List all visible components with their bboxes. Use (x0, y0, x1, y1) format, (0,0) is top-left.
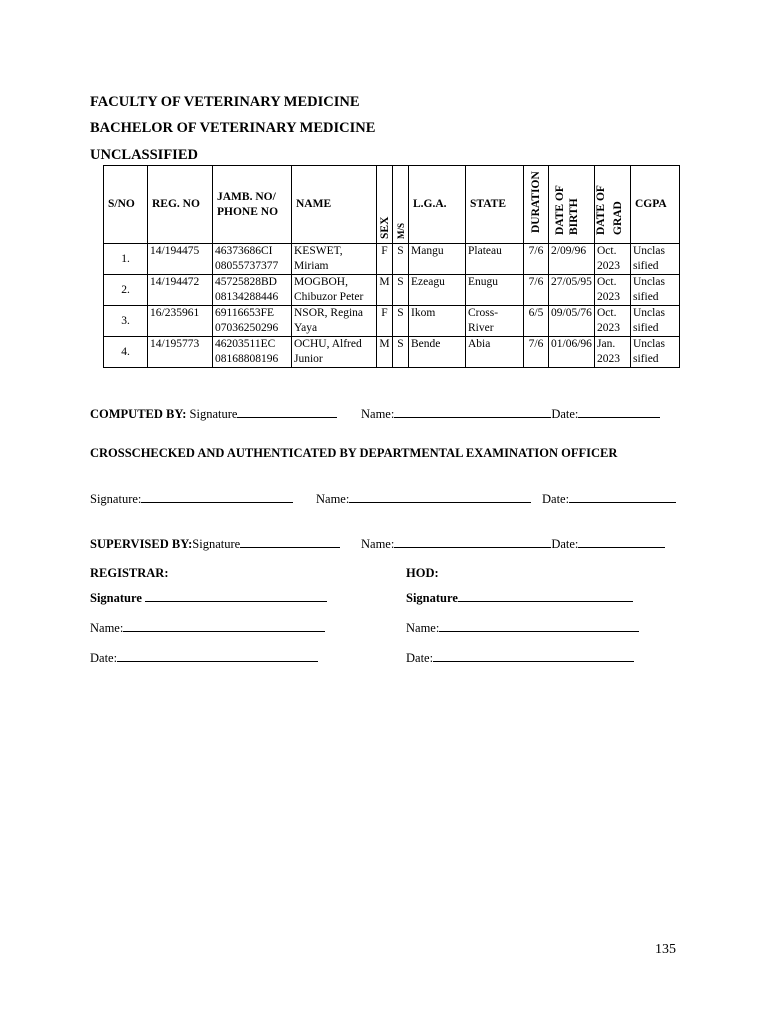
crosschecked-date-line (542, 491, 676, 507)
crosschecked-date-label: Date: (542, 492, 570, 506)
cell-grad-line2: 2023 (597, 353, 620, 365)
cell-duration: 6/5 (524, 306, 549, 337)
cell-cgpa-line1: Unclas (633, 276, 665, 288)
cell-cgpa-line2: sified (633, 260, 659, 272)
col-date-of-birth (549, 166, 595, 244)
cell-name-line1: OCHU, Alfred (294, 338, 362, 350)
cell-grad-line1: Oct. (597, 245, 617, 257)
col-duration-label: DURATION (530, 171, 542, 233)
hod-date-line (406, 650, 634, 666)
crosschecked-name-label: Name: (316, 492, 350, 506)
cell-lga: Ezeagu (409, 275, 466, 306)
cell-dob: 27/05/95 (549, 275, 595, 306)
computed-name-line (361, 406, 660, 422)
cell-grad (595, 275, 631, 306)
hod-name-line (406, 620, 639, 636)
hod-label: HOD: (406, 566, 439, 580)
cell-ms: S (393, 306, 409, 337)
col-jamb-phone (213, 166, 292, 244)
page-number: 135 (655, 942, 676, 957)
registrar-date-line (90, 650, 318, 666)
cell-state-line1: Cross- (468, 307, 499, 319)
table-row (104, 244, 680, 275)
crosschecked-name-field[interactable] (349, 491, 531, 503)
registrar-name-line (90, 620, 325, 636)
crosschecked-signature-line (90, 491, 293, 507)
registrar-name-field[interactable] (123, 620, 325, 632)
table-header-row (104, 166, 680, 244)
col-grad-line1: DATE OF (594, 185, 607, 235)
computed-name-label: Name: (361, 407, 395, 421)
cell-jamb: 69116653FE (215, 307, 274, 319)
cell-jamb-phone (213, 275, 292, 306)
cell-cgpa (631, 244, 680, 275)
col-cgpa: CGPA (631, 166, 680, 244)
cell-reg-no: 14/194475 (148, 244, 213, 275)
cell-name-line2: Chibuzor Peter (294, 291, 364, 303)
cell-grad (595, 244, 631, 275)
cell-cgpa-line1: Unclas (633, 245, 665, 257)
degree-heading: BACHELOR OF VETERINARY MEDICINE (90, 120, 376, 136)
cell-jamb-phone (213, 337, 292, 368)
cell-lga: Ikom (409, 306, 466, 337)
cell-state: Enugu (466, 275, 524, 306)
cell-grad (595, 337, 631, 368)
registrar-date-label: Date: (90, 651, 118, 665)
faculty-heading: FACULTY OF VETERINARY MEDICINE (90, 94, 360, 110)
cell-jamb: 45725828BD (215, 276, 277, 288)
cell-state: Abia (466, 337, 524, 368)
col-sex-label: SEX (378, 216, 391, 239)
cell-name-line1: KESWET, (294, 245, 343, 257)
cell-sex: M (377, 275, 393, 306)
cell-reg-no: 14/194472 (148, 275, 213, 306)
computed-name-field[interactable] (394, 406, 551, 418)
cell-jamb-phone (213, 244, 292, 275)
cell-ms: S (393, 337, 409, 368)
registrar-date-field[interactable] (117, 650, 318, 662)
hod-signature-line (406, 590, 633, 606)
cell-sex: F (377, 244, 393, 275)
cell-sno: 3. (104, 306, 148, 337)
cell-name (292, 306, 377, 337)
col-jamb-line1: JAMB. NO/ (217, 190, 276, 203)
cell-state (466, 306, 524, 337)
classification-heading: UNCLASSIFIED (90, 147, 198, 163)
col-date-of-grad (595, 166, 631, 244)
computed-date-label: Date: (551, 407, 579, 421)
col-grad-line2: GRAD (611, 201, 624, 235)
supervised-by-line (90, 536, 340, 552)
registrar-name-label: Name: (90, 621, 124, 635)
col-sex (377, 166, 393, 244)
cell-cgpa-line1: Unclas (633, 338, 665, 350)
cell-sno: 2. (104, 275, 148, 306)
col-marital-status (393, 166, 409, 244)
cell-name (292, 275, 377, 306)
cell-cgpa-line1: Unclas (633, 307, 665, 319)
cell-sex: F (377, 306, 393, 337)
cell-lga: Mangu (409, 244, 466, 275)
cell-cgpa-line2: sified (633, 322, 659, 334)
cell-grad-line2: 2023 (597, 291, 620, 303)
cell-phone: 08055737377 (215, 260, 279, 272)
table-row (104, 275, 680, 306)
cell-sno: 1. (104, 244, 148, 275)
hod-date-field[interactable] (433, 650, 634, 662)
cell-grad-line1: Oct. (597, 307, 617, 319)
col-jamb-line2: PHONE NO (217, 205, 279, 218)
cell-phone: 08134288446 (215, 291, 279, 303)
cell-jamb: 46203511EC (215, 338, 276, 350)
crosschecked-date-field[interactable] (569, 491, 676, 503)
cell-sno: 4. (104, 337, 148, 368)
cell-reg-no: 16/235961 (148, 306, 213, 337)
registrar-signature-line (90, 590, 327, 606)
cell-ms: S (393, 244, 409, 275)
col-name: NAME (292, 166, 377, 244)
supervised-by-label: SUPERVISED BY: (90, 537, 193, 551)
col-ms-label: M/S (395, 222, 406, 239)
cell-ms: S (393, 275, 409, 306)
supervised-signature-label: Signature (192, 537, 241, 551)
hod-signature-field[interactable] (458, 590, 633, 602)
col-duration (524, 166, 549, 244)
cell-cgpa (631, 337, 680, 368)
col-sno: S/NO (104, 166, 148, 244)
cell-state: Plateau (466, 244, 524, 275)
supervised-name-label: Name: (361, 537, 395, 551)
computed-by-line (90, 406, 337, 422)
supervised-name-field[interactable] (394, 536, 551, 548)
registrar-signature-field[interactable] (145, 590, 327, 602)
cell-duration: 7/6 (524, 337, 549, 368)
cell-lga: Bende (409, 337, 466, 368)
cell-sex: M (377, 337, 393, 368)
cell-grad (595, 306, 631, 337)
computed-signature-field[interactable] (237, 406, 337, 418)
cell-name-line1: MOGBOH, (294, 276, 348, 288)
computed-signature-label: Signature (189, 407, 238, 421)
cell-duration: 7/6 (524, 244, 549, 275)
cell-grad-line1: Jan. (597, 338, 616, 350)
col-state: STATE (466, 166, 524, 244)
col-dob-line1: DATE OF (553, 185, 566, 235)
table-row (104, 337, 680, 368)
col-dob-line2: BIRTH (567, 198, 580, 235)
cell-reg-no: 14/195773 (148, 337, 213, 368)
cell-dob: 2/09/96 (549, 244, 595, 275)
results-table (103, 165, 680, 368)
cell-phone: 08168808196 (215, 353, 279, 365)
cell-dob: 09/05/76 (549, 306, 595, 337)
registrar-signature-label: Signature (90, 591, 142, 605)
registrar-label: REGISTRAR: (90, 566, 169, 580)
col-reg-no: REG. NO (148, 166, 213, 244)
cell-dob: 01/06/96 (549, 337, 595, 368)
supervised-date-field[interactable] (578, 536, 665, 548)
hod-date-label: Date: (406, 651, 434, 665)
cell-name-line2: Junior (294, 353, 323, 365)
cell-duration: 7/6 (524, 275, 549, 306)
crosschecked-title: CROSSCHECKED AND AUTHENTICATED BY DEPARTMENTAL EXAMINATION OFFICER (90, 446, 618, 460)
computed-date-field[interactable] (578, 406, 660, 418)
cell-name (292, 244, 377, 275)
supervised-signature-field[interactable] (240, 536, 340, 548)
cell-grad-line2: 2023 (597, 322, 620, 334)
table-row (104, 306, 680, 337)
cell-state-line2: River (468, 322, 494, 334)
cell-name-line2: Yaya (294, 322, 318, 334)
cell-cgpa (631, 275, 680, 306)
hod-name-field[interactable] (439, 620, 639, 632)
crosschecked-signature-field[interactable] (141, 491, 293, 503)
crosschecked-signature-label: Signature: (90, 492, 142, 506)
cell-jamb-phone (213, 306, 292, 337)
supervised-name-line (361, 536, 665, 552)
cell-phone: 07036250296 (215, 322, 279, 334)
supervised-date-label: Date: (551, 537, 579, 551)
computed-by-label: COMPUTED BY: (90, 407, 187, 421)
cell-jamb: 46373686CI (215, 245, 273, 257)
cell-grad-line1: Oct. (597, 276, 617, 288)
col-lga: L.G.A. (409, 166, 466, 244)
cell-cgpa (631, 306, 680, 337)
cell-cgpa-line2: sified (633, 353, 659, 365)
cell-name-line1: NSOR, Regina (294, 307, 363, 319)
cell-grad-line2: 2023 (597, 260, 620, 272)
crosschecked-name-line (316, 491, 531, 507)
cell-cgpa-line2: sified (633, 291, 659, 303)
cell-name (292, 337, 377, 368)
hod-signature-label: Signature (406, 591, 458, 605)
cell-name-line2: Miriam (294, 260, 329, 272)
hod-name-label: Name: (406, 621, 440, 635)
